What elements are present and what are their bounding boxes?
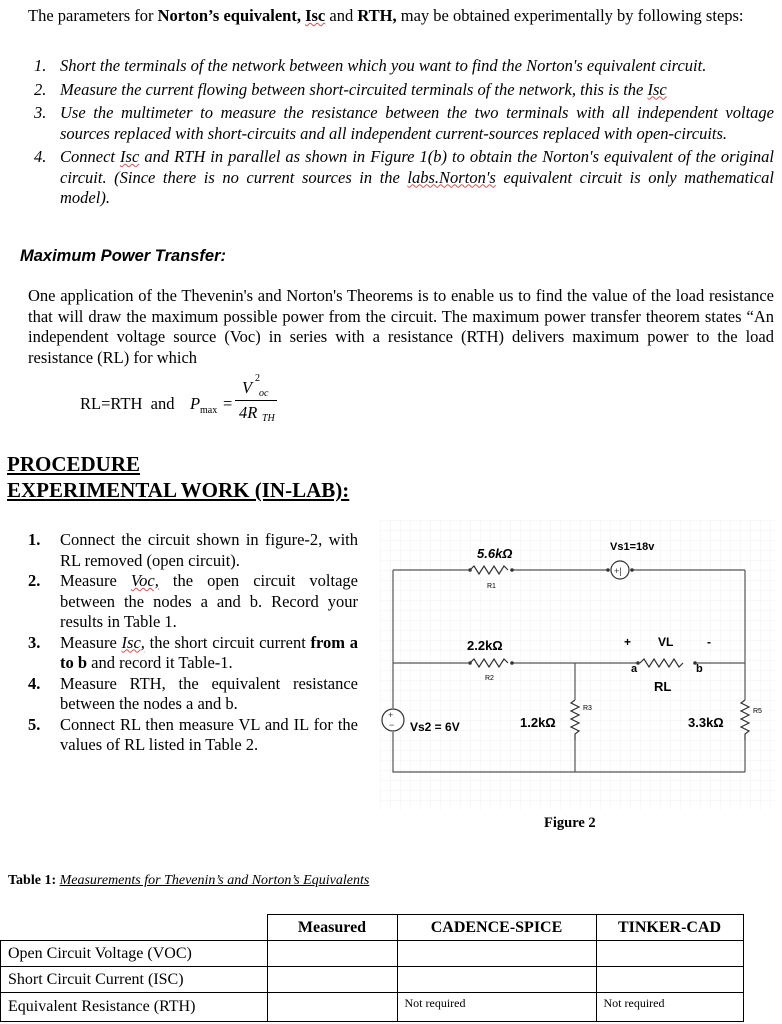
intro-paragraph bbox=[28, 6, 774, 27]
step-isc: Isc bbox=[120, 147, 140, 166]
step-item bbox=[28, 56, 774, 77]
measurements-table bbox=[0, 914, 744, 1022]
formula-denominator: 4R bbox=[239, 403, 258, 422]
row-label: Short Circuit Current (ISC) bbox=[1, 967, 268, 993]
step-number: 1. bbox=[34, 56, 47, 75]
step-text: Use the multimeter to measure the resistance between the two terminals with all independent voltage sources replaced with short-circuits and all independent current-sources replaced with open-circuits. bbox=[60, 103, 774, 143]
step-text: Measure the current flowing between short-circuited terminals of the network, this is the bbox=[60, 79, 644, 99]
norton-steps-list bbox=[28, 56, 774, 212]
terminal-dot bbox=[510, 568, 514, 572]
procedure-title: PROCEDURE bbox=[7, 452, 141, 476]
procedure-list bbox=[28, 530, 358, 756]
rl-label: RL bbox=[654, 679, 672, 694]
table-row bbox=[1, 993, 744, 1022]
r2-label: R2 bbox=[485, 675, 494, 682]
max-power-title: Maximum Power Transfer: bbox=[20, 247, 227, 265]
procedure-voc: Voc, bbox=[130, 571, 159, 590]
figure-caption: Figure 2 bbox=[544, 815, 596, 831]
step-text: equivalent circuit is only mathematical model). bbox=[60, 167, 774, 207]
r5-value: 3.3kΩ bbox=[688, 715, 724, 730]
terminal-dot bbox=[630, 568, 634, 572]
row-label: Open Circuit Voltage (VOC) bbox=[1, 941, 268, 967]
vs2-polarity-plus: + bbox=[388, 710, 394, 720]
node-b-label: b bbox=[696, 663, 703, 675]
step-item bbox=[28, 80, 774, 101]
cell-tinkercad[interactable] bbox=[596, 967, 743, 993]
cell-spice[interactable] bbox=[397, 967, 596, 993]
table-header-spice: CADENCE-SPICE bbox=[397, 915, 596, 941]
formula-left: RL=RTH and bbox=[80, 394, 175, 413]
procedure-text: and record it Table-1. bbox=[91, 653, 233, 672]
max-power-paragraph: One application of the Thevenin's and Norton's Theorems is to enable us to find the value of the load resistance that will draw the maximum possible power from the circuit. The maximum power transfer theorem states “An independent voltage source (Voc) in series with a resistance (RTH) delivers maximum power to the load resistance (RL) for which bbox=[28, 286, 774, 367]
row-label: Equivalent Resistance (RTH) bbox=[1, 993, 268, 1022]
r3-label: R3 bbox=[583, 705, 592, 712]
formula-p: P bbox=[190, 394, 201, 413]
terminal-dot bbox=[510, 661, 514, 665]
step-labs-norton: labs.Norton's bbox=[407, 167, 496, 187]
terminal-dot bbox=[468, 568, 472, 572]
formula-num-sub: oc bbox=[259, 388, 269, 399]
cell-measured[interactable] bbox=[267, 993, 397, 1022]
cell-spice-not-required: Not required bbox=[397, 993, 596, 1022]
formula-p-sub: max bbox=[200, 405, 218, 416]
table-header-row bbox=[1, 915, 744, 941]
table-header-measured: Measured bbox=[267, 915, 397, 941]
step-item bbox=[28, 103, 774, 144]
procedure-subtitle: EXPERIMENTAL WORK (IN-LAB): bbox=[7, 478, 350, 502]
r3-value: 1.2kΩ bbox=[520, 715, 556, 730]
procedure-item bbox=[28, 674, 358, 715]
procedure-item bbox=[28, 530, 358, 571]
procedure-number: 3. bbox=[28, 632, 41, 652]
procedure-text: Connect the circuit shown in figure-2, with RL removed (open circuit). bbox=[60, 530, 358, 570]
intro-norton-bold: Norton’s equivalent, bbox=[157, 6, 301, 25]
step-item bbox=[28, 147, 774, 209]
vl-label: VL bbox=[658, 635, 674, 649]
intro-rth: RTH, bbox=[357, 6, 397, 25]
procedure-bold: from a to b bbox=[60, 632, 359, 672]
terminal-dot bbox=[468, 661, 472, 665]
step-isc: Isc bbox=[647, 79, 667, 99]
r5-label: R5 bbox=[753, 708, 762, 715]
step-text: Short the terminals of the network between which you want to find the Norton's equivalent circuit. bbox=[60, 56, 707, 75]
cell-spice[interactable] bbox=[397, 941, 596, 967]
procedure-item bbox=[28, 571, 358, 633]
vs2-polarity-minus: − bbox=[389, 720, 395, 730]
step-text: Connect bbox=[60, 147, 115, 166]
cell-tinkercad-not-required: Not required bbox=[596, 993, 743, 1022]
procedure-number: 5. bbox=[28, 714, 41, 734]
procedure-isc: Isc, bbox=[121, 632, 145, 652]
formula-equals: = bbox=[223, 394, 233, 413]
procedure-text: the open circuit voltage between the nodes a and b. Record your results in Table 1. bbox=[60, 571, 359, 631]
table-header-blank bbox=[1, 915, 268, 941]
procedure-text: Measure bbox=[60, 571, 117, 590]
table1-caption bbox=[8, 873, 369, 889]
terminal-dot bbox=[606, 568, 610, 572]
table1-caption-label: Table 1: bbox=[8, 873, 57, 888]
intro-text-3: may be obtained experimentally by following steps: bbox=[400, 6, 744, 25]
r1-value: 5.6kΩ bbox=[477, 546, 513, 561]
vs1-polarity: +| bbox=[614, 566, 622, 576]
table-row bbox=[1, 941, 744, 967]
formula-fraction-line bbox=[235, 400, 277, 401]
procedure-text: Measure RTH, the equivalent resistance between the nodes a and b. bbox=[60, 673, 358, 713]
procedure-item bbox=[28, 715, 358, 756]
procedure-item bbox=[28, 633, 358, 674]
circuit-diagram bbox=[380, 520, 775, 810]
procedure-text: the short circuit current bbox=[149, 632, 306, 652]
cell-measured[interactable] bbox=[267, 941, 397, 967]
step-number: 2. bbox=[34, 79, 47, 99]
cell-measured[interactable] bbox=[267, 967, 397, 993]
procedure-number: 4. bbox=[28, 673, 41, 693]
node-a-label: a bbox=[631, 663, 638, 675]
formula-num-sup: 2 bbox=[255, 373, 260, 384]
r2-value: 2.2kΩ bbox=[467, 638, 503, 653]
vs2-label: Vs2 = 6V bbox=[410, 720, 460, 734]
intro-text-2: and bbox=[329, 6, 354, 25]
formula-den-sub: TH bbox=[262, 413, 275, 424]
vl-minus: - bbox=[707, 635, 711, 649]
step-number: 4. bbox=[34, 147, 47, 166]
procedure-text: Measure bbox=[60, 632, 117, 652]
vl-plus: + bbox=[624, 635, 632, 649]
procedure-number: 1. bbox=[28, 530, 41, 549]
formula-numerator: V bbox=[242, 378, 253, 397]
step-number: 3. bbox=[34, 103, 47, 122]
intro-isc: Isc bbox=[305, 6, 326, 25]
procedure-number: 2. bbox=[28, 571, 41, 590]
vs1-label: Vs1=18v bbox=[610, 541, 655, 553]
procedure-text: Connect RL then measure VL and IL for the values of RL listed in Table 2. bbox=[60, 714, 358, 754]
intro-text-1: The parameters for bbox=[28, 6, 154, 25]
cell-tinkercad[interactable] bbox=[596, 941, 743, 967]
table-row bbox=[1, 967, 744, 993]
table1-caption-title: Measurements for Thevenin’s and Norton’s Equivalents bbox=[59, 873, 370, 888]
table-header-tinkercad: TINKER-CAD bbox=[596, 915, 743, 941]
step-text: and RTH in parallel as shown in Figure 1(b) to obtain the Norton's equivalent of the original circuit. (Since there is no current sources in the bbox=[60, 147, 775, 187]
grid-background bbox=[380, 520, 775, 810]
r1-label: R1 bbox=[487, 583, 496, 590]
